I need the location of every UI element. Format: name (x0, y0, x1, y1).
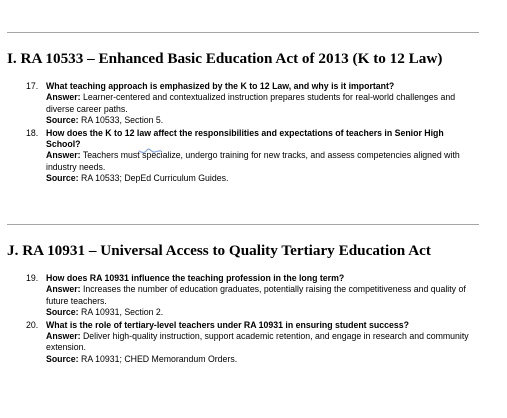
answer-text: Deliver high-quality instruction, support academic retention, and engage in research and community extension. (46, 331, 469, 353)
source-label: Source: (46, 115, 79, 126)
source-line (46, 307, 480, 318)
qa-item-17 (0, 81, 480, 127)
source-text: RA 10931, Section 2. (81, 307, 164, 318)
qa-item-18 (0, 128, 480, 185)
answer-label: Answer: (46, 150, 81, 161)
answer-line (46, 150, 480, 173)
question-text: What teaching approach is emphasized by the K to 12 Law, and why is it important? (46, 81, 395, 91)
item-number: 18. (26, 127, 39, 138)
answer-label: Answer: (46, 331, 81, 342)
source-line (46, 354, 480, 365)
question-text: How does RA 10931 influence the teaching profession in the long term? (46, 273, 345, 283)
section-heading-ra-10931: J. RA 10931 – Universal Access to Quality Tertiary Education Act (7, 242, 431, 259)
qa-list-ra-10931 (0, 273, 480, 366)
item-number: 17. (26, 81, 39, 91)
answer-text: Increases the number of education graduates, potentially raising the competitiveness and quality of future teachers. (46, 284, 466, 306)
item-number: 19. (26, 273, 39, 283)
qa-list-ra-10533 (0, 81, 480, 186)
source-text: RA 10931; CHED Memorandum Orders. (81, 353, 238, 364)
answer-line (46, 331, 480, 354)
answer-label: Answer: (46, 92, 81, 103)
section-divider (7, 32, 479, 33)
answer-line (46, 284, 480, 307)
source-line (46, 115, 480, 126)
answer-text: Teachers must specialize, undergo training for new tracks, and assess competencies aligned with industry needs. (46, 150, 460, 172)
qa-item-20 (0, 320, 480, 366)
answer-line (46, 92, 480, 115)
source-line (46, 173, 480, 184)
section-heading-ra-10533: I. RA 10533 – Enhanced Basic Education Act of 2013 (K to 12 Law) (7, 50, 443, 67)
source-label: Source: (46, 307, 79, 318)
source-label: Source: (46, 173, 79, 184)
question-text: What is the role of tertiary-level teachers under RA 10931 in ensuring student success? (46, 319, 409, 330)
answer-label: Answer: (46, 284, 81, 295)
source-label: Source: (46, 353, 79, 364)
source-text: RA 10533, Section 5. (81, 115, 164, 126)
qa-item-19 (0, 273, 480, 319)
section-divider (7, 224, 479, 225)
answer-text: Learner-centered and contextualized instruction prepares students for real-world challenges and diverse career paths. (46, 92, 456, 114)
question-text: How does the K to 12 law affect the responsibilities and expectations of teachers in Senior High School? (46, 127, 444, 150)
source-text: RA 10533; DepEd Curriculum Guides. (81, 173, 229, 184)
item-number: 20. (26, 319, 39, 330)
handwritten-underline-mark (138, 144, 162, 154)
